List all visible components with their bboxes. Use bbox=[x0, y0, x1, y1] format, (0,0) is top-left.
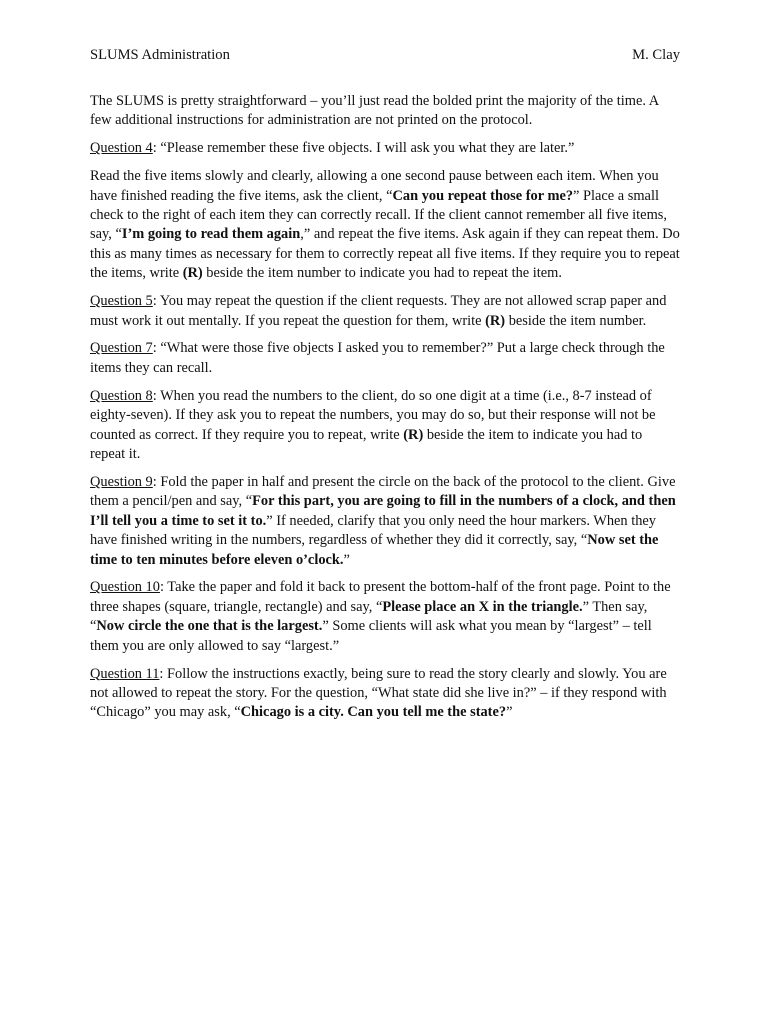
question-5-paragraph bbox=[90, 292, 680, 331]
question-10-paragraph bbox=[90, 578, 680, 656]
q9-text-2: ” If needed, clarify that you only need the hour markers. When they have finished writing in the numbers, regardless of whether they did it correctly, say, “ bbox=[90, 512, 656, 549]
question-7-paragraph bbox=[90, 339, 680, 378]
question-10-label: Question 10 bbox=[90, 579, 160, 596]
question-8-label: Question 8 bbox=[90, 387, 153, 404]
question-9-paragraph bbox=[90, 473, 680, 570]
question-4-text: : “Please remember these five objects. I will ask you what they are later.” bbox=[152, 140, 575, 157]
q10-bold-1: Please place an X in the triangle. bbox=[382, 598, 583, 615]
q10-text-1: : Take the paper and fold it back to present the bottom-half of the front page. Point to the three shapes (square, triangle, rectangle) and say, “ bbox=[90, 579, 671, 615]
q5-bold-1: (R) bbox=[485, 312, 506, 329]
q4-detail-bold-3: (R) bbox=[182, 265, 203, 282]
question-5-label: Question 5 bbox=[90, 293, 153, 310]
q10-text-3: ” Some clients will ask what you mean by “largest” – tell them you are only allowed to say “largest.” bbox=[90, 618, 652, 654]
document-page bbox=[90, 46, 680, 731]
q4-detail-text-2: ” Place a small check to the right of each item they can correctly recall. If the client cannot remember all five items, say, “ bbox=[90, 187, 667, 243]
q10-bold-2: Now circle the one that is the largest. bbox=[96, 618, 323, 635]
intro-paragraph: The SLUMS is pretty straightforward – you’ll just read the bolded print the majority of the time. A few additional instructions for administration are not printed on the protocol. bbox=[90, 93, 659, 129]
q8-bold-1: (R) bbox=[403, 426, 424, 443]
q9-text-3: ” bbox=[343, 551, 350, 568]
q4-detail-bold-2: I’m going to read them again bbox=[121, 226, 301, 243]
q9-bold-1: For this part, you are going to fill in the numbers of a clock, and then I’ll tell you a time to set it to. bbox=[90, 493, 676, 529]
question-4-label: Question 4 bbox=[90, 140, 153, 157]
q7-text: : “What were those five objects I asked you to remember?” Put a large check through the items they can recall. bbox=[90, 340, 665, 376]
q11-bold-1: Chicago is a city. Can you tell me the state? bbox=[240, 704, 507, 721]
q11-text-1: : Follow the instructions exactly, being sure to read the story clearly and slowly. You are not allowed to repeat the story. For the question, “What state did she live in?” – if they respond with “Chicago” you may ask, “ bbox=[90, 665, 667, 721]
q9-bold-2: Now set the time to ten minutes before eleven o’clock. bbox=[90, 532, 659, 568]
question-8-paragraph bbox=[90, 387, 680, 465]
q4-detail-text-1: Read the five items slowly and clearly, allowing a one second pause between each item. When you have finished reading the five items, ask the client, “ bbox=[90, 168, 659, 204]
question-7-label: Question 7 bbox=[90, 340, 153, 357]
q9-text-1: : Fold the paper in half and present the circle on the back of the protocol to the client. Give them a pencil/pen and say, “ bbox=[90, 473, 676, 510]
question-4-instructions bbox=[90, 167, 680, 283]
question-9-label: Question 9 bbox=[90, 473, 153, 490]
q8-text-2: beside the item to indicate you had to repeat it. bbox=[90, 426, 643, 462]
q4-detail-bold-1: Can you repeat those for me? bbox=[392, 187, 574, 204]
q4-detail-text-4: beside the item number to indicate you had to repeat the item. bbox=[202, 265, 562, 282]
header-title: SLUMS Administration bbox=[90, 47, 230, 63]
question-4-paragraph bbox=[90, 139, 680, 158]
question-11-label: Question 11 bbox=[90, 665, 160, 682]
question-11-paragraph bbox=[90, 665, 680, 723]
header-author: M. Clay bbox=[632, 47, 680, 63]
page-header bbox=[90, 46, 680, 65]
q8-text-1: : When you read the numbers to the client, do so one digit at a time (i.e., 8-7 instead of eighty-seven). If they ask you to repeat the numbers, you may do so, but their response will not be counted as correct. If they require you to repeat, write bbox=[90, 387, 656, 443]
q10-text-2: ” Then say, “ bbox=[90, 598, 648, 635]
q5-text-1: : You may repeat the question if the client requests. They are not allowed scrap paper and must work it out mentally. If you repeat the question for them, write bbox=[90, 293, 667, 329]
q4-detail-text-3: ,” and repeat the five items. Ask again if they can repeat them. Do this as many times as necessary for them to correctly repeat all five items. If they require you to repeat the items, write bbox=[90, 226, 680, 282]
q5-text-2: beside the item number. bbox=[505, 312, 647, 329]
q11-text-2: ” bbox=[506, 704, 513, 721]
